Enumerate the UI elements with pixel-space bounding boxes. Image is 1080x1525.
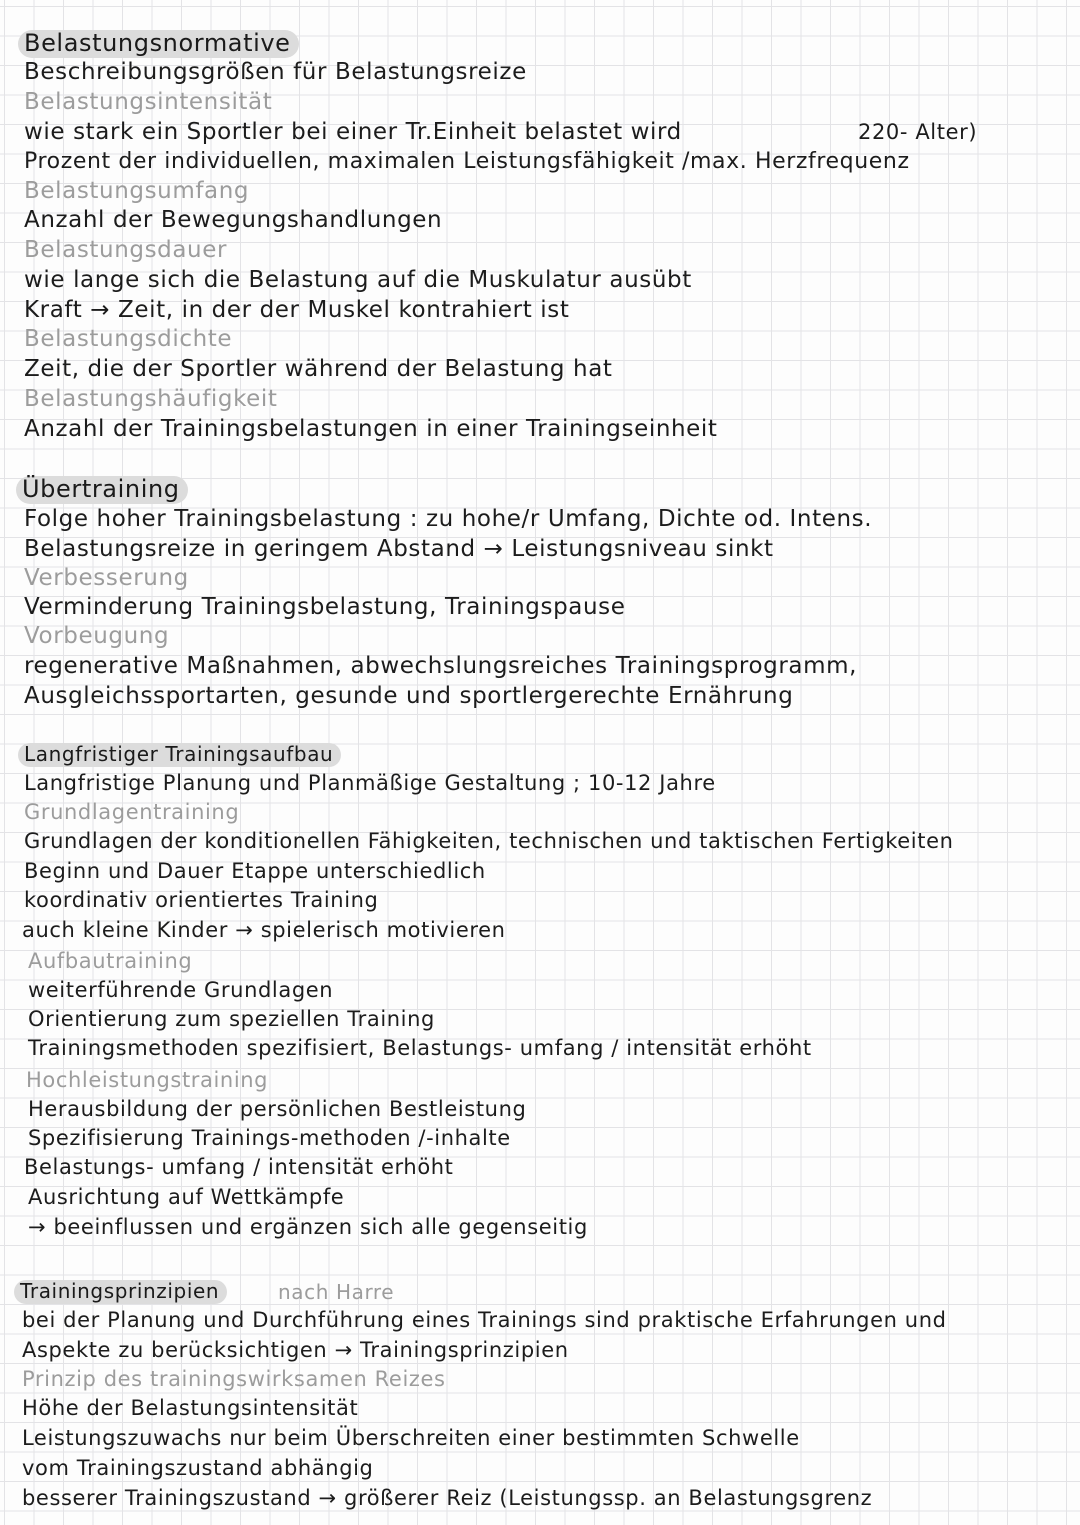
subheading-verbesserung: Verbesserung (24, 565, 189, 591)
hochleistung-line-2: Spezifisierung Trainings-methoden /-inhalte (28, 1126, 511, 1150)
grundlagen-line-3: koordinativ orientiertes Training (24, 888, 379, 912)
intensitaet-line-2: Prozent der individuellen, maximalen Leistungsfähigkeit /max. Herzfrequenz (24, 149, 910, 174)
verbesserung-line-1: Verminderung Trainingsbelastung, Trainingspause (24, 594, 626, 620)
vorbeugung-line-1: regenerative Maßnahmen, abwechslungsreiches Trainingsprogramm, (24, 653, 858, 679)
prinzipien-line-2: Aspekte zu berücksichtigen → Trainingsprinzipien (22, 1338, 569, 1362)
intensitaet-line-1: wie stark ein Sportler bei einer Tr.Einheit belastet wird (24, 119, 682, 145)
subheading-belastungsdichte: Belastungsdichte (24, 326, 233, 352)
dauer-line-1: wie lange sich die Belastung auf die Muskulatur ausübt (24, 267, 692, 293)
uebertraining-line-2: Belastungsreize in geringem Abstand → Leistungsniveau sinkt (24, 536, 774, 562)
aufbau-intro: Langfristige Planung und Planmäßige Gestaltung ; 10-12 Jahre (24, 771, 716, 795)
hochleistung-line-5: → beeinflussen und ergänzen sich alle gegenseitig (28, 1215, 588, 1239)
reiz-line-1: Höhe der Belastungsintensität (22, 1396, 359, 1420)
aufbautraining-line-3: Trainingsmethoden spezifisiert, Belastungs- umfang / intensität erhöht (28, 1036, 812, 1060)
subheading-belastungshaeufigkeit: Belastungshäufigkeit (24, 386, 278, 412)
trainingsprinzipien-note: nach Harre (278, 1280, 395, 1304)
subheading-vorbeugung: Vorbeugung (24, 623, 170, 649)
hochleistung-line-3: Belastungs- umfang / intensität erhöht (24, 1155, 454, 1179)
hochleistung-line-4: Ausrichtung auf Wettkämpfe (28, 1185, 345, 1209)
grundlagen-line-4: auch kleine Kinder → spielerisch motivieren (22, 918, 506, 942)
reiz-line-2: Leistungszuwachs nur beim Überschreiten einer bestimmten Schwelle (22, 1426, 800, 1450)
subheading-trainingswirksamer-reiz: Prinzip des trainingswirksamen Reizes (22, 1367, 446, 1391)
dichte-line-1: Zeit, die der Sportler während der Belastung hat (24, 356, 613, 382)
reiz-line-4: besserer Trainingszustand → größerer Reiz (Leistungssp. an Belastungsgrenz (22, 1486, 873, 1510)
section-title-belastungsnormative: Belastungsnormative (18, 30, 299, 58)
vorbeugung-line-2: Ausgleichssportarten, gesunde und sportlergerechte Ernährung (24, 683, 794, 709)
reiz-line-3: vom Trainingszustand abhängig (22, 1456, 374, 1480)
prinzipien-line-1: bei der Planung und Durchführung eines Trainings sind praktische Erfahrungen und (22, 1308, 947, 1332)
subheading-belastungsintensitaet: Belastungsintensität (24, 89, 273, 115)
section-title-trainingsprinzipien: Trainingsprinzipien (14, 1280, 227, 1304)
aufbautraining-line-1: weiterführende Grundlagen (28, 978, 334, 1002)
subheading-belastungsumfang: Belastungsumfang (24, 178, 250, 204)
subheading-hochleistungstraining: Hochleistungstraining (26, 1068, 269, 1092)
dauer-line-2: Kraft → Zeit, in der der Muskel kontrahiert ist (24, 297, 570, 323)
subheading-belastungsdauer: Belastungsdauer (24, 237, 228, 263)
umfang-line-1: Anzahl der Bewegungshandlungen (24, 207, 443, 233)
grundlagen-line-1: Grundlagen der konditionellen Fähigkeiten, technischen und taktischen Fertigkeiten (24, 829, 954, 853)
uebertraining-line-1: Folge hoher Trainingsbelastung : zu hohe/r Umfang, Dichte od. Intens. (24, 506, 873, 532)
intensitaet-aside: 220- Alter) (858, 120, 978, 144)
aufbautraining-line-2: Orientierung zum speziellen Training (28, 1007, 435, 1031)
belastung-intro: Beschreibungsgrößen für Belastungsreize (24, 59, 527, 85)
hochleistung-line-1: Herausbildung der persönlichen Bestleistung (28, 1097, 527, 1121)
grundlagen-line-2: Beginn und Dauer Etappe unterschiedlich (24, 859, 486, 883)
section-title-trainingsaufbau: Langfristiger Trainingsaufbau (18, 743, 341, 767)
subheading-aufbautraining: Aufbautraining (28, 949, 193, 973)
section-title-uebertraining: Übertraining (16, 476, 188, 504)
subheading-grundlagentraining: Grundlagentraining (24, 800, 240, 824)
haeufigkeit-line-1: Anzahl der Trainingsbelastungen in einer Trainingseinheit (24, 416, 718, 442)
